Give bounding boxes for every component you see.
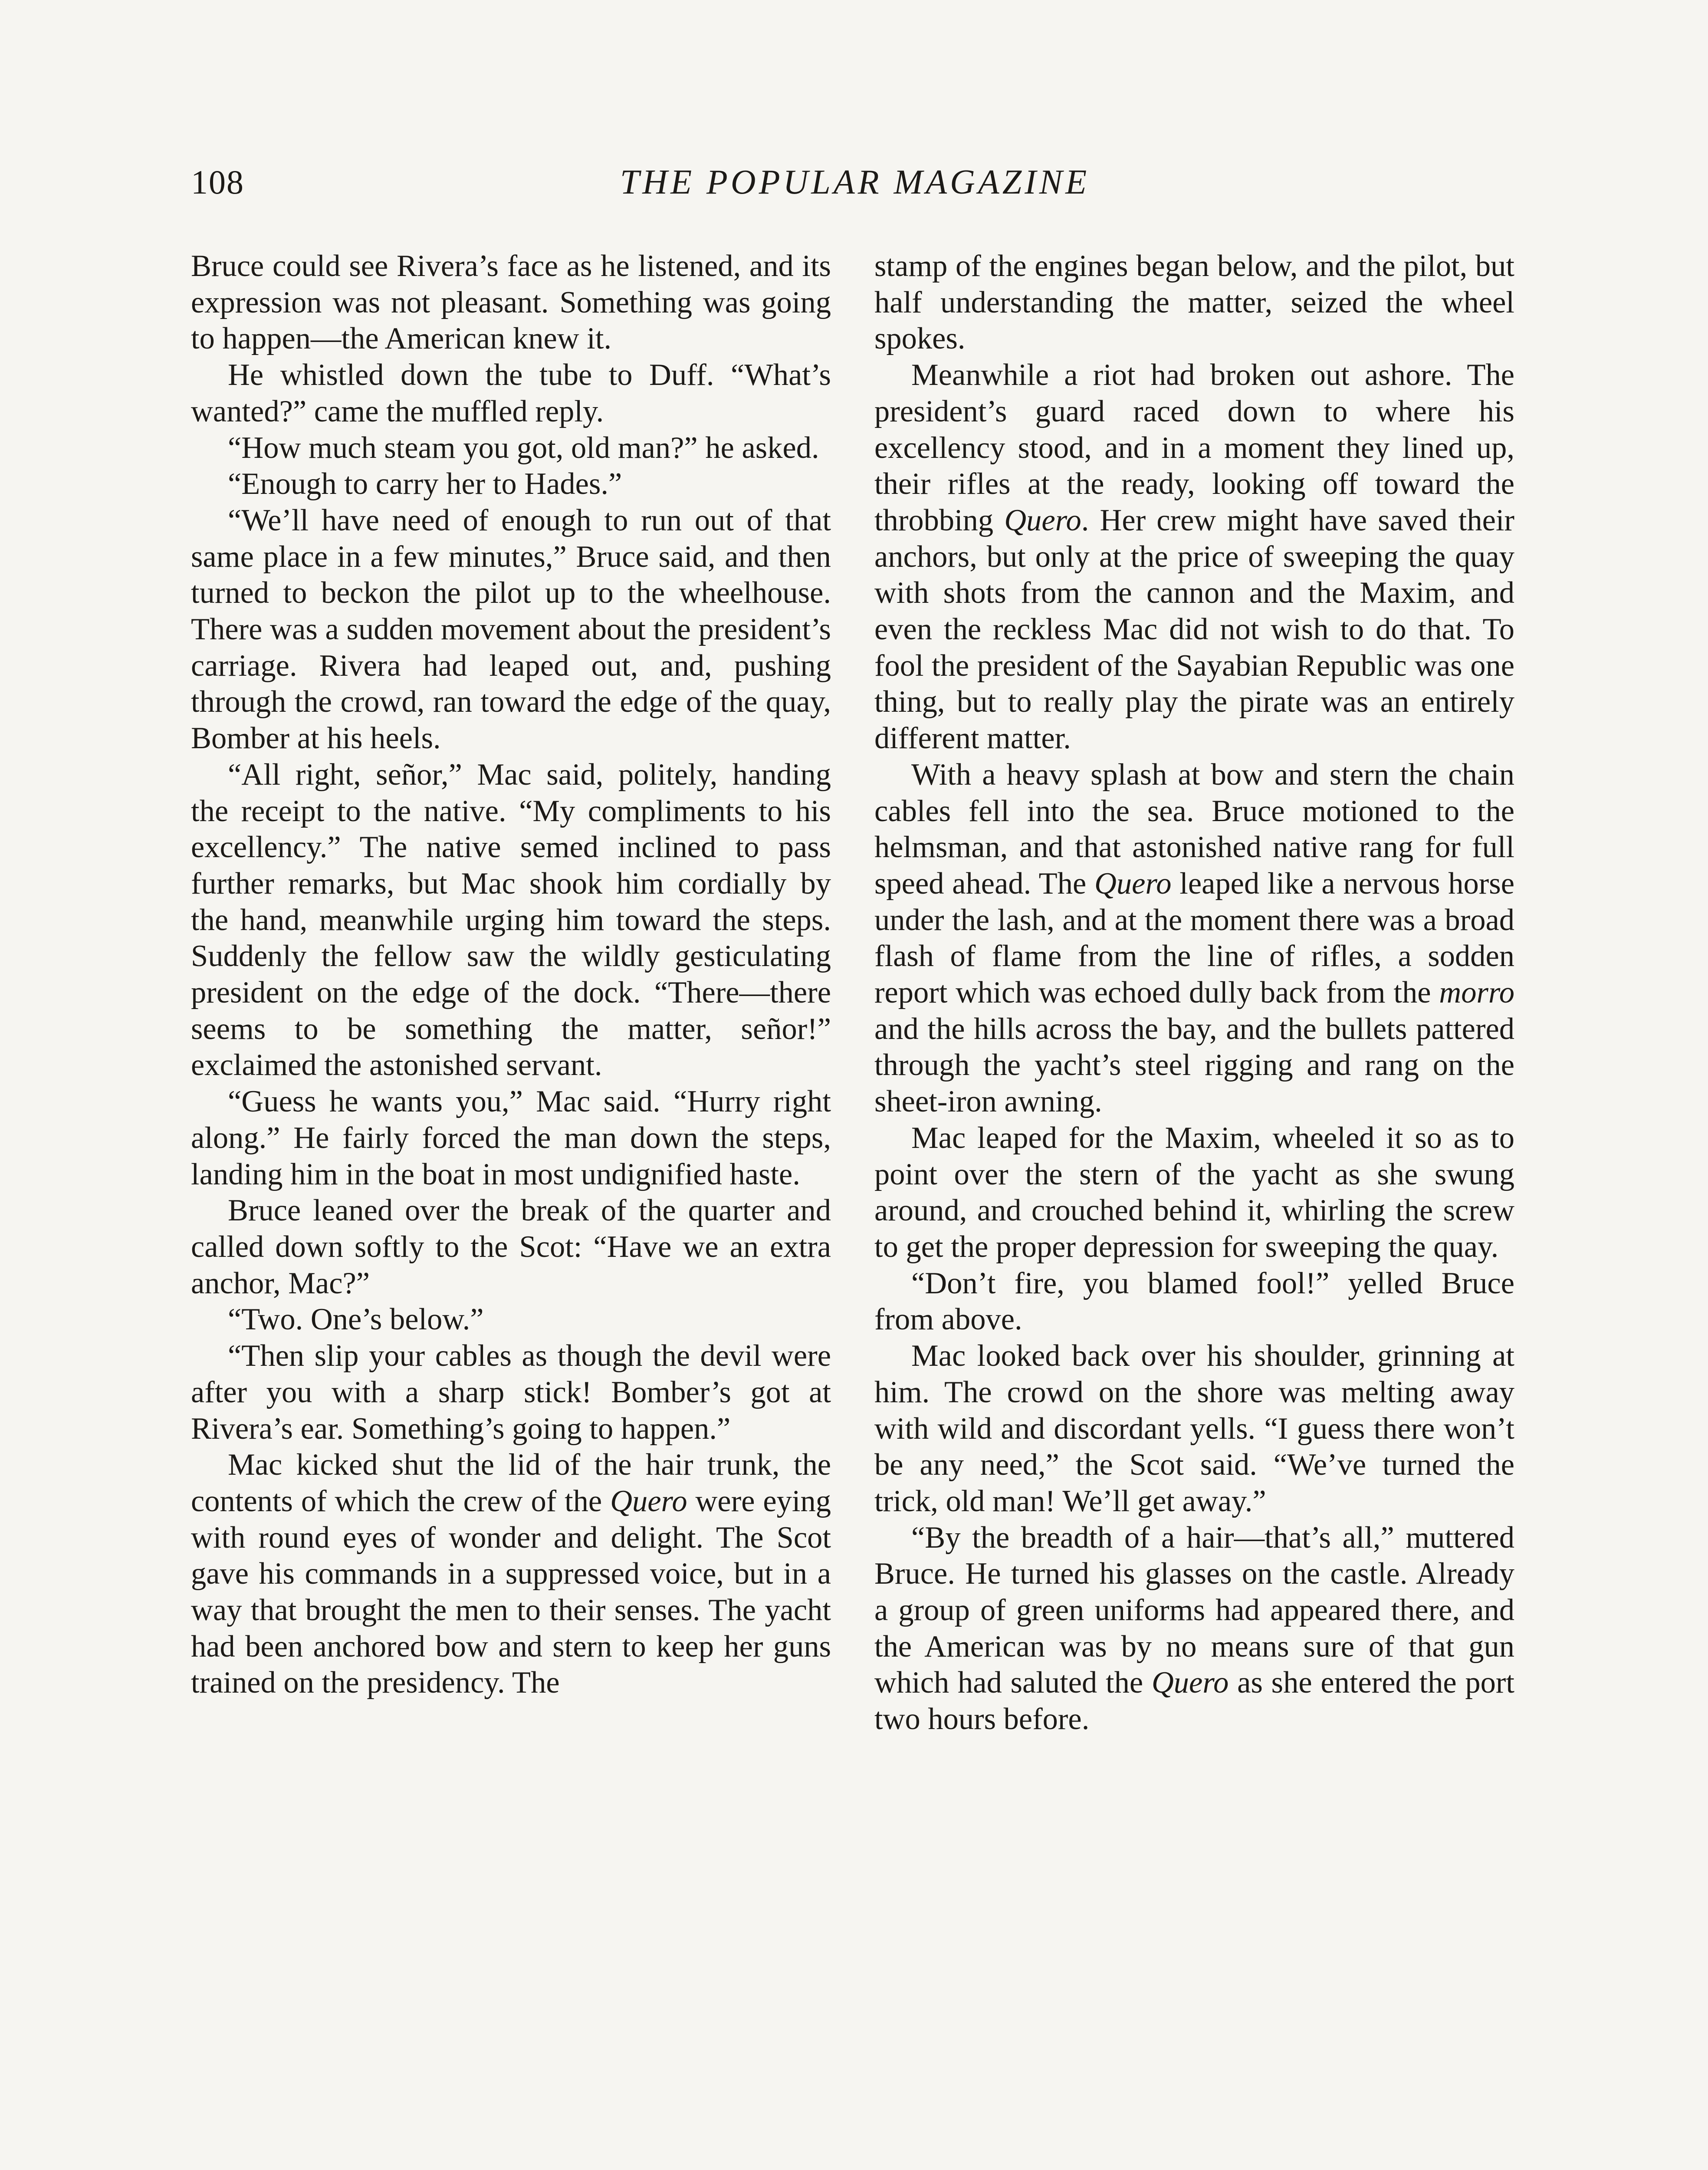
paragraph: “Two. One’s below.” [228,1302,484,1337]
paragraph: “Guess he wants you,” Mac said. “Hurry right along.” He fairly forced the man down the steps, landing him in the boat in most undignified haste. [191,1085,831,1191]
paragraph: “We’ll have need of enough to run out of that same place in a few minutes,” Bruce said, and then turned to beckon the pilot up to the wheelhouse. There was a sudden movement about the president’s carriage. Rivera had leaped out, and, pushing through the crowd, ran toward the edge of the quay, Bomber at his heels. [191,503,831,756]
paragraph: Meanwhile a riot had broken out ashore. The president’s guard raced down to where his excellency stood, and in a moment they lined up, their rifles at the ready, looking off toward the throbbing Quero. Her crew might have saved their anchors, but only at the price of sweeping the quay with shots from the cannon and the Maxim, and even the reckless Mac did not wish to do that. To fool the president of the Sayabian Republic was one thing, but to really play the pirate was an entirely different matter. [874,358,1514,756]
italic-ship-name: Quero [1004,503,1081,537]
paragraph: Mac looked back over his shoulder, grinning at him. The crowd on the shore was melting away with wild and discordant yells. “I guess there won’t be any need,” the Scot said. “We’ve turned the trick, old man! We’ll get away.” [874,1339,1514,1518]
magazine-title: THE POPULAR MAGAZINE [620,163,1090,201]
paragraph: “Enough to carry her to Hades.” [228,467,622,501]
paragraph: “How much steam you got, old man?” he asked. [228,431,819,465]
paragraph: “All right, señor,” Mac said, politely, handing the receipt to the native. “My compliments to his excellency.” The native semed inclined to pass further remarks, but Mac shook him cordially by the hand, meanwhile urging him toward the steps. Suddenly the fellow saw the wildly gesticulating president on the edge of the dock. “There—there seems to be something the matter, señor!” exclaimed the astonished servant. [191,757,831,1082]
italic-ship-name: Quero [1151,1666,1229,1700]
italic-ship-name: Quero [610,1484,687,1518]
left-column [191,248,831,1701]
paragraph: Bruce could see Rivera’s face as he listened, and its expression was not pleasant. Something was going to happen—the American knew it. [191,249,831,356]
paragraph: Bruce leaned over the break of the quarter and called down softly to the Scot: “Have we an extra anchor, Mac?” [191,1194,831,1300]
paragraph: He whistled down the tube to Duff. “What’s wanted?” came the muffled reply. [191,358,831,428]
paragraph: “By the breadth of a hair—that’s all,” muttered Bruce. He turned his glasses on the castle. Already a group of green uniforms had appeared there, and the American was by no means sure of that gun which had saluted the Quero as she entered the port two hours before. [874,1520,1514,1736]
italic-ship-name: morro [1439,976,1514,1010]
paragraph: “Then slip your cables as though the devil were after you with a sharp stick! Bomber’s got at Rivera’s ear. Something’s going to happen.” [191,1339,831,1446]
paragraph: stamp of the engines began below, and the pilot, but half understanding the matter, seized the wheel spokes. [874,249,1514,356]
page-number: 108 [191,163,244,201]
running-head [191,163,1519,210]
paragraph: “Don’t fire, you blamed fool!” yelled Bruce from above. [874,1266,1514,1337]
paragraph: Mac kicked shut the lid of the hair trunk, the contents of which the crew of the Quero were eying with round eyes of wonder and delight. The Scot gave his commands in a suppressed voice, but in a way that brought the men to their senses. The yacht had been anchored bow and stern to keep her guns trained on the presidency. The [191,1448,831,1700]
paragraph: With a heavy splash at bow and stern the chain cables fell into the sea. Bruce motioned to the helmsman, and that astonished native rang for full speed ahead. The Quero leaped like a nervous horse under the lash, and at the moment there was a broad flash of flame from the line of rifles, a sodden report which was echoed dully back from the morro and the hills across the bay, and the bullets pattered through the yacht’s steel rigging and rang on the sheet-iron awning. [874,757,1514,1119]
italic-ship-name: Quero [1094,866,1172,901]
right-column [874,248,1514,1738]
paragraph: Mac leaped for the Maxim, wheeled it so as to point over the stern of the yacht as she swung around, and crouched behind it, whirling the screw to get the proper depression for sweeping the quay. [874,1121,1514,1264]
